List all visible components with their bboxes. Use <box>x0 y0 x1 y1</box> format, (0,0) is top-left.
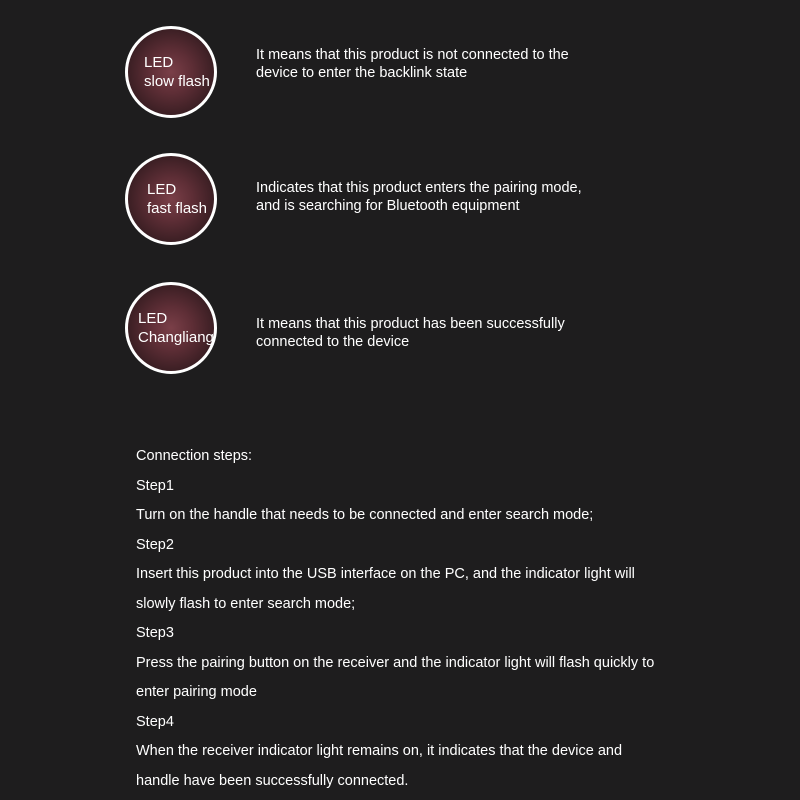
led-description-line2: and is searching for Bluetooth equipment <box>256 198 520 214</box>
step-line: slowly flash to enter search mode; <box>136 595 356 612</box>
led-label-line1: LED <box>144 54 174 71</box>
led-label-line1: LED <box>147 181 177 198</box>
led-description-line1: It means that this product has been successfully <box>256 316 565 332</box>
step-line: Step3 <box>136 625 174 641</box>
led-description-line2: device to enter the backlink state <box>256 65 468 81</box>
led-description <box>256 46 569 82</box>
led-description <box>256 179 582 215</box>
step-line: Step2 <box>136 536 174 553</box>
connection-steps <box>136 442 776 796</box>
led-label-line2: fast flash <box>147 200 208 217</box>
step-line: Step4 <box>136 713 174 730</box>
led-label-line1: LED <box>138 310 168 327</box>
step-line: Insert this product into the USB interface on the PC, and the indicator light will <box>136 566 635 582</box>
steps-heading: Connection steps: <box>136 448 253 464</box>
led-circle-icon <box>125 282 217 374</box>
step-line: Step1 <box>136 477 174 494</box>
step-line: Turn on the handle that needs to be connected and enter search mode; <box>136 507 594 523</box>
led-description-line1: It means that this product is not connected to the <box>256 47 569 63</box>
led-label-line2: Changliang <box>138 329 214 346</box>
led-circle-icon <box>125 26 217 118</box>
step-line: enter pairing mode <box>136 684 257 700</box>
led-description-line1: Indicates that this product enters the pairing mode, <box>256 180 582 196</box>
step-line: When the receiver indicator light remains on, it indicates that the device and <box>136 743 623 759</box>
led-description <box>256 315 565 351</box>
step-line: handle have been successfully connected. <box>136 772 409 789</box>
led-label-line2: slow flash <box>144 73 210 90</box>
step-line: Press the pairing button on the receiver and the indicator light will flash quickly to <box>136 654 655 671</box>
led-description-line2: connected to the device <box>256 334 410 350</box>
led-circle-icon <box>125 153 217 245</box>
